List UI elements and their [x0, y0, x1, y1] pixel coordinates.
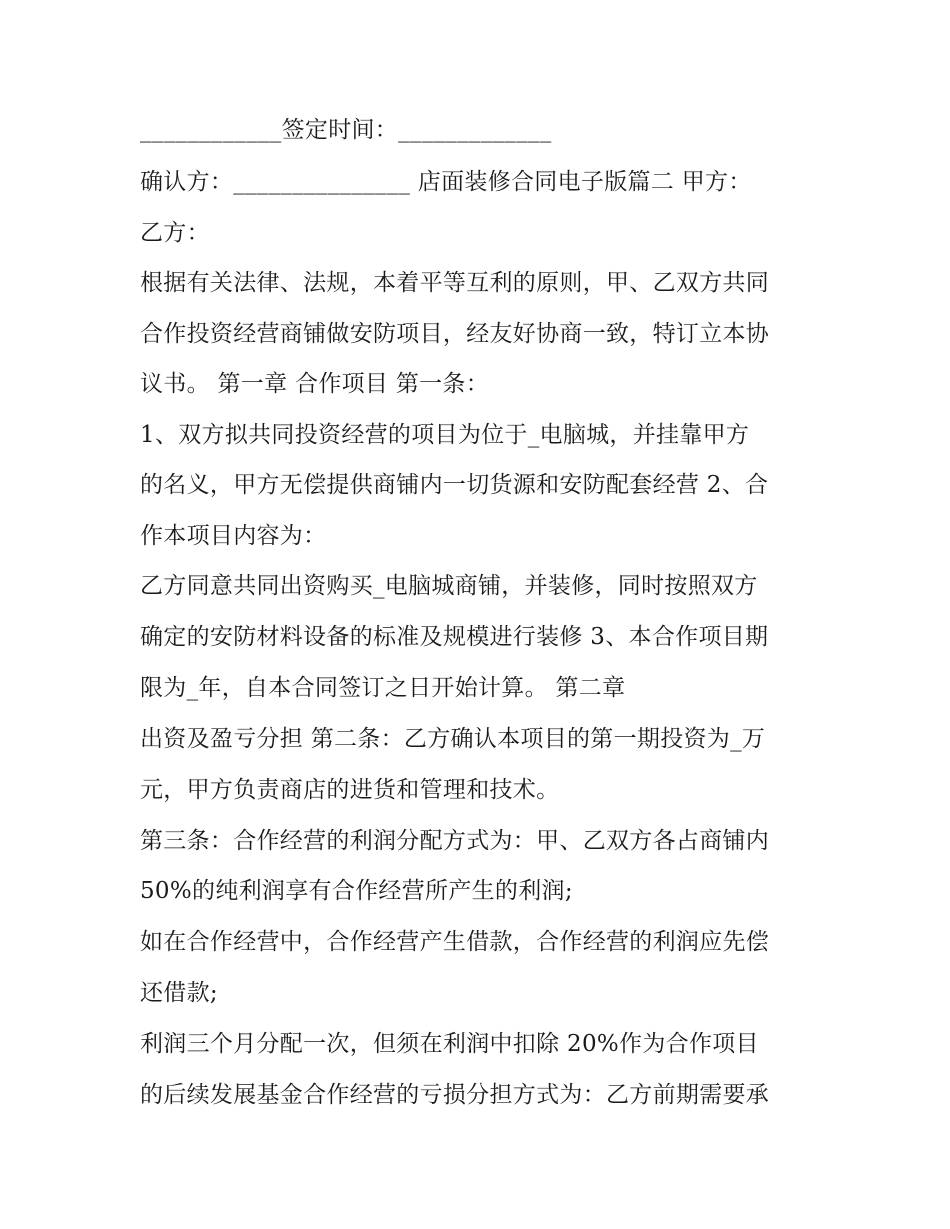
text-line: ____________签定时间：_____________	[140, 117, 552, 143]
text-line: 限为_年，自本合同签订之日开始计算。 第二章	[140, 675, 626, 701]
text-line: 元，甲方负责商店的进货和管理和技术。	[140, 777, 560, 803]
text-line: 利润三个月分配一次，但须在利润中扣除 20%作为合作项目	[140, 1031, 759, 1057]
text-line: 还借款;	[140, 980, 218, 1006]
text-line: 乙方：	[140, 220, 210, 246]
text-line: 议书。 第一章 合作项目 第一条：	[140, 371, 490, 397]
text-line: 根据有关法律、法规，本着平等互利的原则，甲、乙双方共同	[140, 270, 770, 296]
text-line: 的后续发展基金合作经营的亏损分担方式为：乙方前期需要承	[140, 1082, 770, 1108]
text-line: 确认方：_______________ 店面装修合同电子版篇二 甲方：	[140, 169, 752, 195]
text-line: 合作投资经营商铺做安防项目，经友好协商一致，特订立本协	[140, 321, 770, 347]
text-line: 出资及盈亏分担 第二条：乙方确认本项目的第一期投资为_万	[140, 726, 766, 752]
text-line: 确定的安防材料设备的标准及规模进行装修 3、本合作项目期	[140, 624, 769, 650]
text-line: 乙方同意共同出资购买_电脑城商铺，并装修，同时按照双方	[140, 573, 758, 599]
text-line: 1、双方拟共同投资经营的项目为位于_电脑城，并挂靠甲方	[140, 422, 750, 448]
text-line: 作本项目内容为：	[140, 523, 327, 549]
text-line: 第三条：合作经营的利润分配方式为：甲、乙双方各占商铺内	[140, 828, 770, 854]
text-line: 50%的纯利润享有合作经营所产生的利润;	[140, 878, 573, 904]
text-line: 如在合作经营中，合作经营产生借款，合作经营的利润应先偿	[140, 929, 770, 955]
text-line: 的名义，甲方无偿提供商铺内一切货源和安防配套经营 2、合	[140, 472, 769, 498]
